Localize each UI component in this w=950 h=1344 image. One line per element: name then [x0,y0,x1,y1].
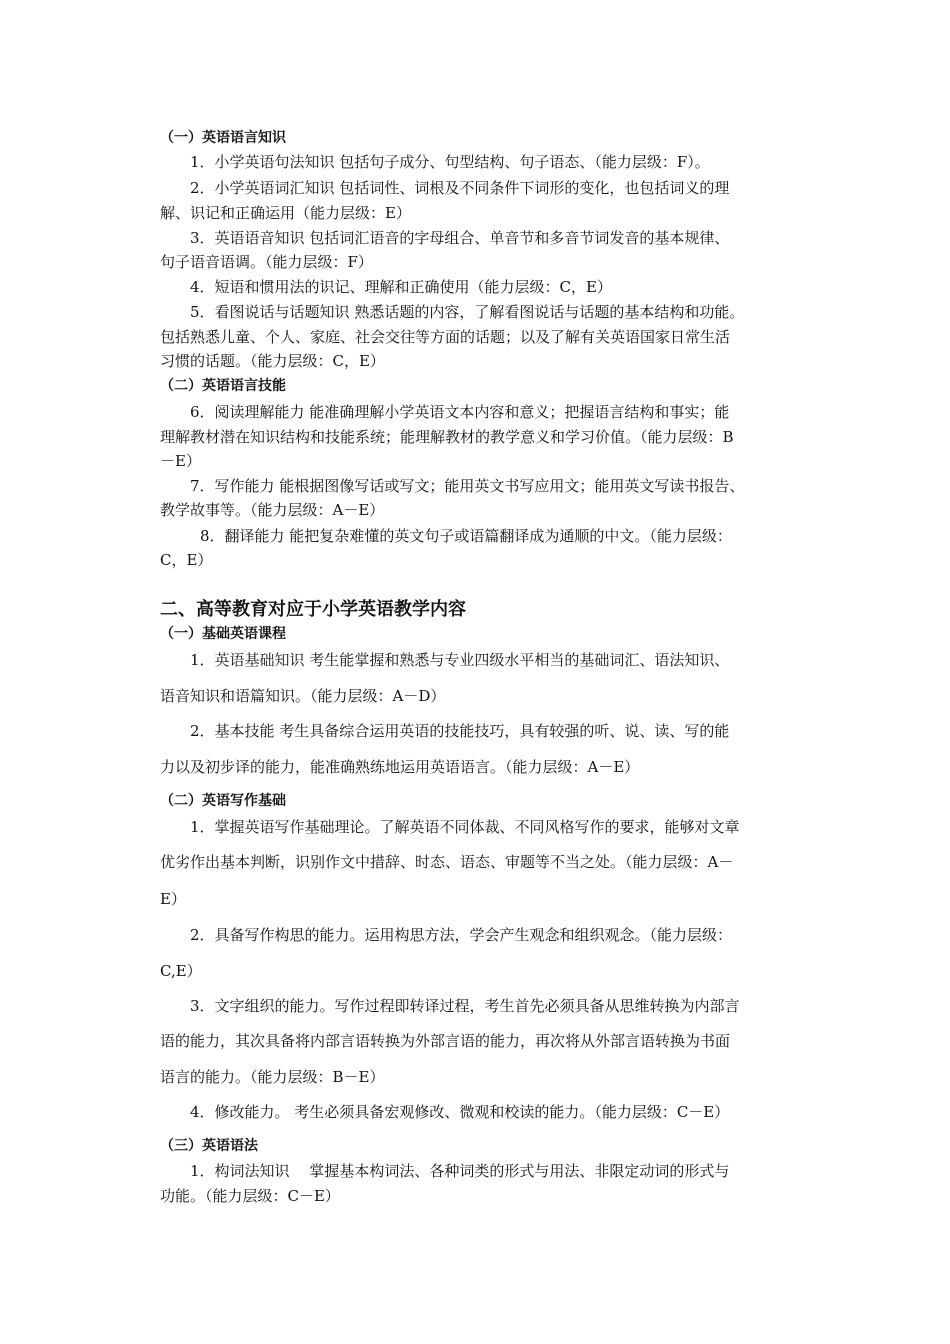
paragraph-line: 7．写作能力 能根据图像写话或写文；能用英文书写应用文；能用英文写读书报告、 [190,477,745,495]
paragraph-line: 4．短语和惯用法的识记、理解和正确使用（能力层级：C，E） [190,278,612,296]
section-heading: （一）基础英语课程 [160,626,286,642]
paragraph-line: 2．小学英语词汇知识 包括词性、词根及不同条件下词形的变化，也包括词义的理 [190,179,730,197]
paragraph-line: 包括熟悉儿童、个人、家庭、社会交往等方面的话题；以及了解有关英语国家日常生活 [160,328,731,346]
paragraph-line: C,E） [160,962,202,980]
paragraph-line: 教学故事等。（能力层级：A－E） [160,501,385,519]
paragraph-line: 力以及初步译的能力，能准确熟练地运用英语语言。（能力层级：A－E） [160,758,640,776]
paragraph-line: 3．文字组织的能力。写作过程即转译过程，考生首先必须具备从思维转换为内部言 [190,997,740,1015]
paragraph-line: －E） [160,452,201,470]
paragraph-line: 1．小学英语句法知识 包括句子成分、句型结构、句子语态、（能力层级：F）。 [190,153,710,171]
section-heading: （二）英语语言技能 [160,378,286,394]
section-heading: （三）英语语法 [160,1138,258,1154]
section-heading: （一）英语语言知识 [160,130,286,146]
paragraph-line: 解、识记和正确运用（能力层级：E） [160,204,411,222]
paragraph-line: 语音知识和语篇知识。（能力层级：A－D） [160,687,446,705]
paragraph-line: 功能。（能力层级：C－E） [160,1187,340,1205]
paragraph-line: 语言的能力。（能力层级：B－E） [160,1068,385,1086]
paragraph-line: C，E） [160,551,213,569]
paragraph-line: E） [160,890,186,908]
paragraph-line: 语的能力，其次具备将内部言语转换为外部言语的能力，再次将从外部言语转换为书面 [160,1032,731,1050]
paragraph-line: 句子语音语调。（能力层级：F） [160,253,373,271]
section-heading: （二）英语写作基础 [160,793,286,809]
paragraph-line: 5．看图说话与话题知识 熟悉话题的内容，了解看图说话与话题的基本结构和功能。 [190,303,745,321]
paragraph-line: 3．英语语音知识 包括词汇语音的字母组合、单音节和多音节词发音的基本规律、 [190,229,730,247]
paragraph-line: 2．基本技能 考生具备综合运用英语的技能技巧，具有较强的听、说、读、写的能 [190,722,730,740]
paragraph-line: 8．翻译能力 能把复杂难懂的英文句子或语篇翻译成为通顺的中文。（能力层级： [200,527,732,545]
paragraph-line: 1．掌握英语写作基础理论。了解英语不同体裁、不同风格写作的要求，能够对文章 [190,818,740,836]
chapter-heading: 二、高等教育对应于小学英语教学内容 [160,599,466,620]
paragraph-line: 6．阅读理解能力 能准确理解小学英语文本内容和意义；把握语言结构和事实；能 [190,403,730,421]
paragraph-line: 2．具备写作构思的能力。运用构思方法，学会产生观念和组织观念。（能力层级： [190,926,733,944]
paragraph-line: 理解教材潜在知识结构和技能系统；能理解教材的教学意义和学习价值。（能力层级：B [160,428,734,446]
paragraph-line: 优劣作出基本判断，识别作文中措辞、时态、语态、审题等不当之处。（能力层级：A－ [160,853,734,871]
paragraph-line: 4．修改能力。 考生必须具备宏观修改、微观和校读的能力。（能力层级：C－E） [190,1103,730,1121]
paragraph-line: 习惯的话题。（能力层级：C，E） [160,352,385,370]
paragraph-line: 1．英语基础知识 考生能掌握和熟悉与专业四级水平相当的基础词汇、语法知识、 [190,651,730,669]
paragraph-line: 1．构词法知识 掌握基本构词法、各种词类的形式与用法、非限定动词的形式与 [190,1162,730,1180]
